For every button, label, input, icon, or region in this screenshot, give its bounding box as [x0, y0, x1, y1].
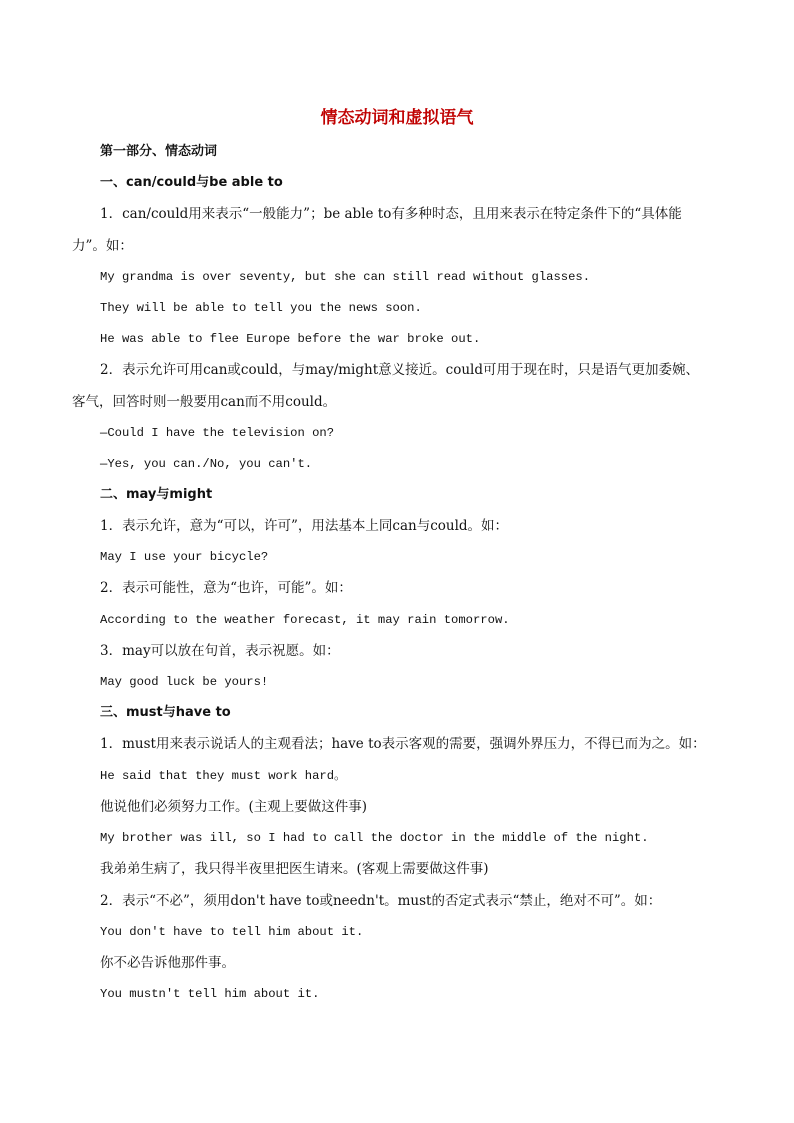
example-sentence: He was able to flee Europe before the war broke out. — [100, 332, 481, 346]
paragraph-line: 3．may可以放在句首，表示祝愿。如： — [100, 643, 340, 659]
paragraph-line: 1．must用来表示说话人的主观看法；have to表示客观的需要，强调外界压力，不得已而为之。如： — [100, 736, 706, 752]
example-sentence: You mustn't tell him about it. — [100, 987, 320, 1001]
example-sentence: My grandma is over seventy, but she can still read without glasses. — [100, 270, 591, 284]
paragraph-line: 1．can/could用来表示“一般能力”；be able to有多种时态，且用来表示在特定条件下的“具体能 — [100, 206, 682, 222]
paragraph-line: 你不必告诉他那件事。 — [100, 955, 235, 971]
section-heading: 第一部分、情态动词 — [100, 144, 218, 159]
paragraph-line: 2．表示“不必”，须用don't have to或needn't。must的否定式表示“禁止，绝对不可”。如： — [100, 893, 662, 909]
paragraph-line: 他说他们必须努力工作。(主观上要做这件事) — [100, 799, 368, 815]
example-sentence: —Could I have the television on? — [100, 426, 335, 440]
example-sentence: You don't have to tell him about it. — [100, 925, 364, 939]
example-sentence: They will be able to tell you the news soon. — [100, 301, 422, 315]
section-heading: 三、must与have to — [100, 705, 231, 720]
paragraph-line: 1．表示允许，意为“可以，许可”，用法基本上同can与could。如： — [100, 518, 509, 534]
document-title: 情态动词和虚拟语气 — [320, 108, 474, 128]
example-sentence: According to the weather forecast, it may rain tomorrow. — [100, 613, 510, 627]
section-heading: 一、can/could与be able to — [100, 175, 283, 190]
section-heading: 二、may与might — [100, 487, 213, 502]
example-sentence: He said that they must work hard。 — [100, 769, 347, 783]
paragraph-line: 2．表示允许可用can或could，与may/might意义接近。could可用于现在时，只是语气更加委婉、 — [100, 362, 699, 378]
paragraph-line: 我弟弟生病了，我只得半夜里把医生请来。(客观上需要做这件事) — [100, 861, 489, 877]
example-sentence: My brother was ill, so I had to call the doctor in the middle of the night. — [100, 831, 649, 845]
example-sentence: May I use your bicycle? — [100, 550, 269, 564]
paragraph-line: 客气，回答时则一般要用can而不用could。 — [72, 394, 337, 410]
example-sentence: —Yes, you can./No, you can't. — [100, 457, 313, 471]
paragraph-line: 力”。如： — [72, 238, 133, 254]
paragraph-line: 2．表示可能性，意为“也许，可能”。如： — [100, 580, 352, 596]
example-sentence: May good luck be yours! — [100, 675, 269, 689]
